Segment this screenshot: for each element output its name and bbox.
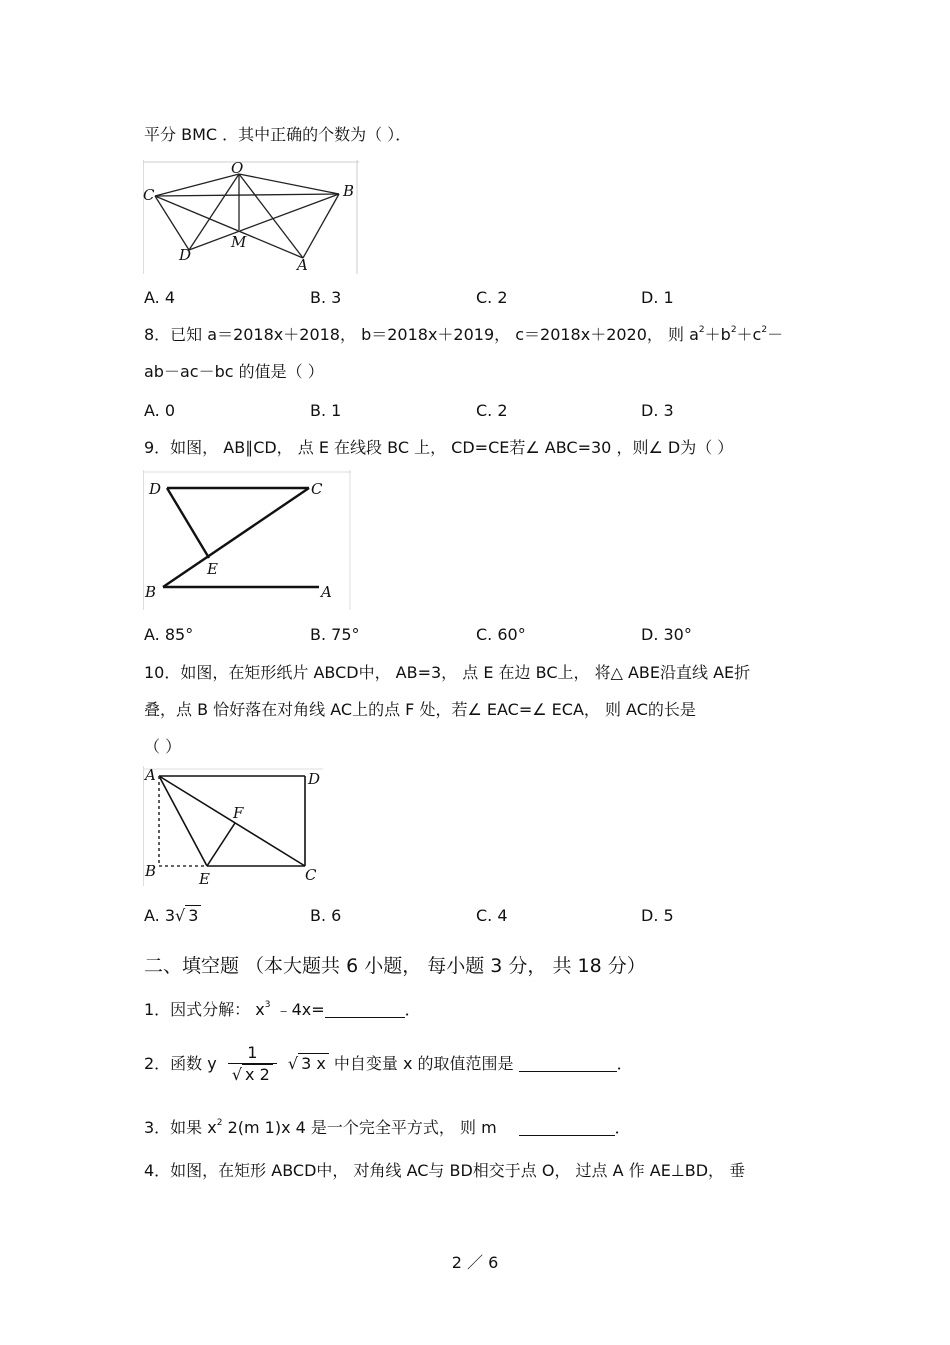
fill-2: [144, 1042, 633, 1086]
q9-option-c: C. 60°: [476, 625, 526, 644]
fill-2-fraction: [228, 1043, 277, 1086]
q7-label-m: M: [231, 233, 247, 251]
fill-3-end: ．: [614, 1118, 631, 1137]
fill-3-blank[interactable]: [519, 1119, 615, 1136]
section-2-title: 二、填空题 （本大题共 6 小题， 每小题 3 分， 共 18 分）: [144, 955, 646, 977]
q10-label-d: D: [308, 770, 321, 788]
q10-option-a: A. 3√ 3: [144, 905, 201, 927]
q7-option-c: C. 2: [476, 288, 508, 307]
q7-option-d: D. 1: [641, 288, 674, 307]
q9-figure: [143, 470, 353, 610]
fill-2-denominator-radicand: x 2: [242, 1064, 273, 1084]
q8-suffix: －: [767, 325, 784, 344]
q9-label-e: E: [207, 560, 218, 578]
q8-sup-1: 2: [698, 325, 705, 335]
q10-text-line2: 叠，点 B 恰好落在对角线 AC上的点 F 处，若∠ EAC=∠ ECA， 则 AC的长是: [144, 700, 696, 719]
q9-label-a: A: [321, 583, 332, 601]
q10-label-f: F: [233, 804, 244, 822]
q8-option-a: A. 0: [144, 401, 176, 420]
q7-figure: [143, 160, 359, 274]
page-number: 2 ／ 6: [451, 1253, 499, 1272]
fill-2-blank[interactable]: [519, 1055, 617, 1072]
fill-4-text: 4．如图，在矩形 ABCD中， 对角线 AC与 BD相交于点 O， 过点 A 作 AE⊥BD， 垂: [144, 1161, 746, 1180]
fill-2-root: √ 3 x: [288, 1053, 329, 1073]
fill-1-end: ．: [404, 1000, 421, 1019]
q7-option-b: B. 3: [310, 288, 342, 307]
q9-label-d: D: [149, 480, 162, 498]
fill-2-suffix: 中自变量 x 的取值范围是: [333, 1054, 514, 1073]
q7-label-b: B: [343, 182, 355, 200]
q9-option-d: D. 30°: [641, 625, 692, 644]
q7-text: 平分 BMC ．其中正确的个数为（ ）．: [144, 125, 412, 144]
q9-label-c: C: [311, 480, 323, 498]
fill-2-numerator: 1: [247, 1043, 258, 1062]
q10-figure: [143, 766, 325, 886]
q10-option-d: D. 5: [641, 906, 674, 925]
fill-3-prefix: 3．如果 x: [144, 1118, 217, 1137]
q10-option-a-prefix: A. 3: [144, 906, 176, 925]
fill-1-sup: 3: [264, 1000, 271, 1010]
q10-text-line3: （ ）: [144, 737, 182, 756]
q8-sup-2: 2: [730, 325, 737, 335]
q7-label-c: C: [143, 186, 155, 204]
q8-mid-2: ＋c: [736, 325, 762, 344]
q8-text: [144, 324, 783, 346]
q10-option-b: B. 6: [310, 906, 342, 925]
fill-2-root-radicand: 3 x: [298, 1053, 329, 1073]
fill-1-suffix: ﹣4x=: [270, 1000, 325, 1019]
fill-2-end: ．: [616, 1054, 633, 1073]
q10-label-e: E: [199, 870, 210, 886]
q8-option-c: C. 2: [476, 401, 508, 420]
q9-option-b: B. 75°: [310, 625, 360, 644]
q9-option-a: A. 85°: [144, 625, 194, 644]
q10-label-a: A: [145, 766, 156, 784]
q7-option-a: A. 4: [144, 288, 176, 307]
q9-text: 9．如图， AB∥CD， 点 E 在线段 BC 上， CD=CE若∠ ABC=30 ，则∠ D为（ ）: [144, 438, 734, 457]
fill-2-denominator: √ x 2: [228, 1063, 277, 1086]
q10-label-b: B: [145, 862, 157, 880]
q8-option-d: D. 3: [641, 401, 674, 420]
q10-option-c: C. 4: [476, 906, 508, 925]
q8-option-b: B. 1: [310, 401, 342, 420]
fill-1: [144, 999, 421, 1021]
fill-1-prefix: 1．因式分解： x: [144, 1000, 265, 1019]
q7-label-o: O: [231, 160, 244, 177]
q9-label-b: B: [145, 583, 157, 601]
fill-3-sup: 2: [216, 1118, 223, 1128]
fill-1-blank[interactable]: [325, 1001, 405, 1018]
q8-sup-3: 2: [761, 325, 768, 335]
q10-label-c: C: [305, 866, 317, 884]
q8-prefix: 8．已知 a＝2018x＋2018， b＝2018x＋2019， c＝2018x＋2020， 则 a: [144, 325, 699, 344]
q8-text-line2: ab－ac－bc 的值是（ ）: [144, 362, 324, 381]
fill-3-mid: 2(m 1)x 4 是一个完全平方式， 则 m: [222, 1118, 497, 1137]
q8-mid-1: ＋b: [704, 325, 731, 344]
q10-text-line1: 10．如图，在矩形纸片 ABCD中， AB=3， 点 E 在边 BC上， 将△ ABE沿直线 AE折: [144, 663, 751, 682]
q10-option-a-radicand: 3: [185, 905, 201, 925]
fill-2-prefix: 2．函数 y: [144, 1054, 217, 1073]
q7-label-a: A: [297, 256, 308, 274]
q7-label-d: D: [179, 246, 192, 264]
fill-3: [144, 1117, 631, 1139]
